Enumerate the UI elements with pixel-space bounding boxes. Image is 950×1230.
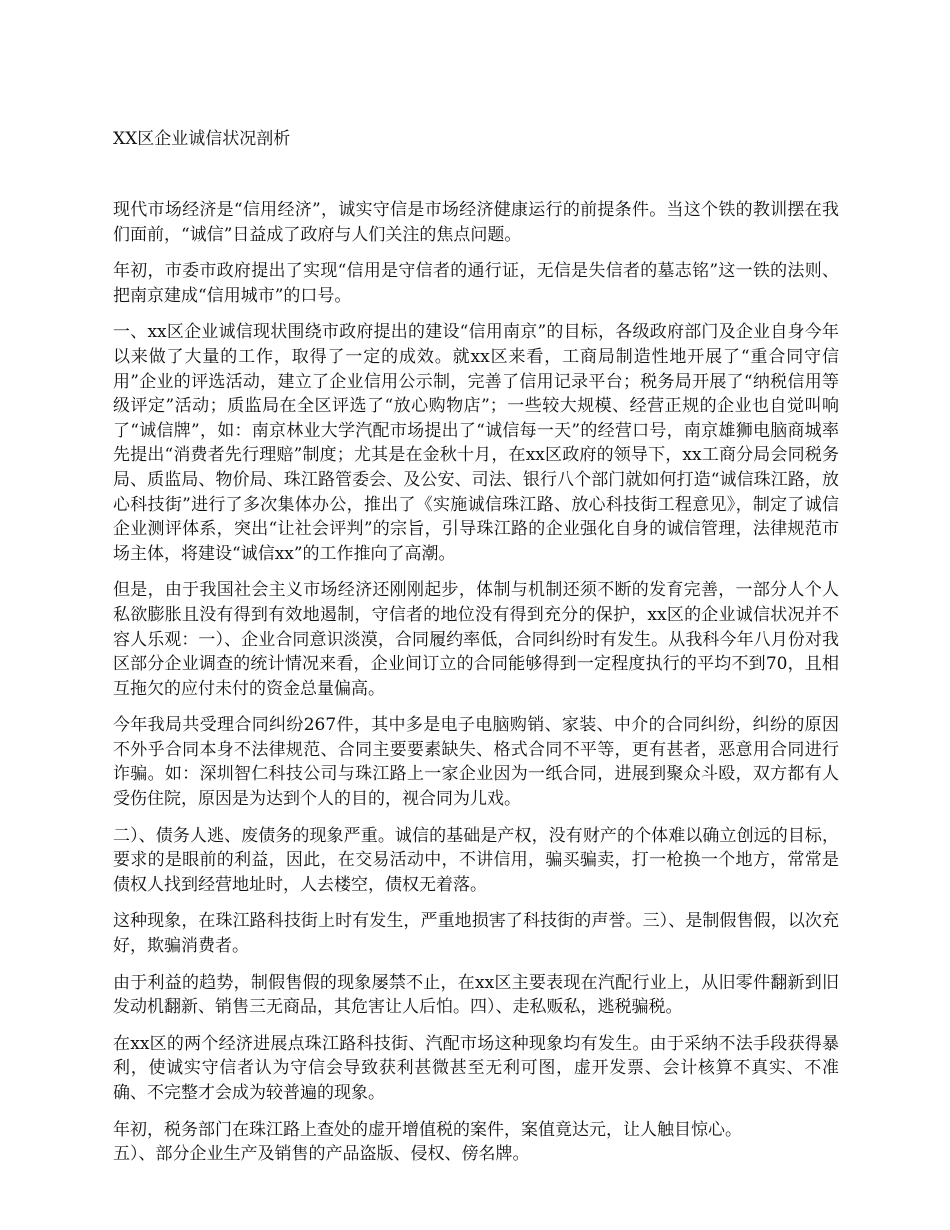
- document-body: [113, 198, 839, 1179]
- paragraph-current-status: 一、xx区企业诚信现状围绕市政府提出的建设“信用南京”的目标，各级政府部门及企业自身今年以来做了大量的工作，取得了一定的成效。就xx区来看，工商局制造性地开展了“重合同守信用”企业的评选活动，建立了企业信用公示制，完善了信用记录平台；税务局开展了“纳税信用等级评定”活动；质监局在全区评选了“放心购物店”；一些较大规模、经营正规的企业也自觉叫响了“诚信牌”，如：南京林业大学汽配市场提出了“诚信每一天”的经营口号，南京雄狮电脑商城率先提出“消费者先行理赔”制度；尤其是在金秋十月，在xx区政府的领导下，xx工商分局会同税务局、质监局、物价局、珠江路管委会、及公安、司法、银行八个部门就如何打造“诚信珠江路，放心科技街”进行了多次集体办公，推出了《实施诚信珠江路、放心科技街工程意见》，制定了诚信企业测评体系，突出“让社会评判”的宗旨，引导珠江路的企业强化自身的诚信管理，法律规范市场主体，将建设“诚信xx”的工作推向了高潮。: [113, 322, 839, 564]
- paragraph-intro: 现代市场经济是“信用经济”，诚实守信是市场经济健康运行的前提条件。当这个铁的教训摆在我们面前，“诚信”日益成了政府与人们关注的焦点问题。: [113, 200, 839, 245]
- paragraph-tax-evasion: 在xx区的两个经济进展点珠江路科技街、汽配市场这种现象均有发生。由于采纳不法手段获得暴利，使诚实守信者认为守信会导致获利甚微甚至无利可图，虚开发票、会计核算不真实、不准确、不完整才会成为较普遍的现象。: [113, 1033, 839, 1103]
- paragraph-contract-issues: 但是，由于我国社会主义市场经济还刚刚起步，体制与机制还须不断的发育完善，一部分人个人私欲膨胀且没有得到有效地遏制，守信者的地位没有得到充分的保护，xx区的企业诚信状况并不容人乐观：一）、企业合同意识淡漠，合同履约率低，合同纠纷时有发生。从我科今年八月份对我区部分企业调查的统计情况来看，企业间订立的合同能够得到一定程度执行的平均不到70，且相互拖欠的应付未付的资金总量偏高。: [113, 580, 839, 699]
- paragraph-debt-evasion: 二）、债务人逃、废债务的现象严重。诚信的基础是产权，没有财产的个体难以确立创远的目标，要求的是眼前的利益，因此，在交易活动中，不讲信用，骗买骗卖，打一枪换一个地方，常常是债权人找到经营地址时，人去楼空，债权无着落。: [113, 825, 839, 895]
- paragraph-contract-disputes: 今年我局共受理合同纠纷267件，其中多是电子电脑购销、家装、中介的合同纠纷，纠纷的原因不外乎合同本身不法律规范、合同主要要素缺失、格式合同不平等，更有甚者，恶意用合同进行诈骗。如：深圳智仁科技公司与珠江路上一家企业因为一纸合同，进展到聚众斗殴，双方都有人受伤住院，原因是为达到个人的目的，视合同为儿戏。: [113, 715, 839, 810]
- paragraph-piracy: 五）、部分企业生产及销售的产品盗版、侵权、傍名牌。: [113, 1144, 530, 1165]
- paragraph-vat-case: 年初，税务部门在珠江路上查处的虚开增值税的案件，案值竟达元，让人触目惊心。: [113, 1119, 742, 1140]
- paragraph-auto-parts: 由于利益的趋势，制假售假的现象屡禁不止，在xx区主要表现在汽配行业上，从旧零件翻新到旧发动机翻新、销售三无商品，其危害让人后怕。四）、走私贩私，逃税骗税。: [113, 972, 839, 1018]
- document-title: XX区企业诚信状况剖析: [113, 129, 291, 149]
- paragraph-slogan: 年初，市委市政府提出了实现“信用是守信者的通行证，无信是失信者的墓志铭”这一铁的法则、把南京建成“信用城市”的口号。: [113, 261, 839, 306]
- paragraph-counterfeit: 这种现象，在珠江路科技街上时有发生，严重地损害了科技街的声誉。三）、是制假售假，以次充好，欺骗消费者。: [113, 911, 839, 957]
